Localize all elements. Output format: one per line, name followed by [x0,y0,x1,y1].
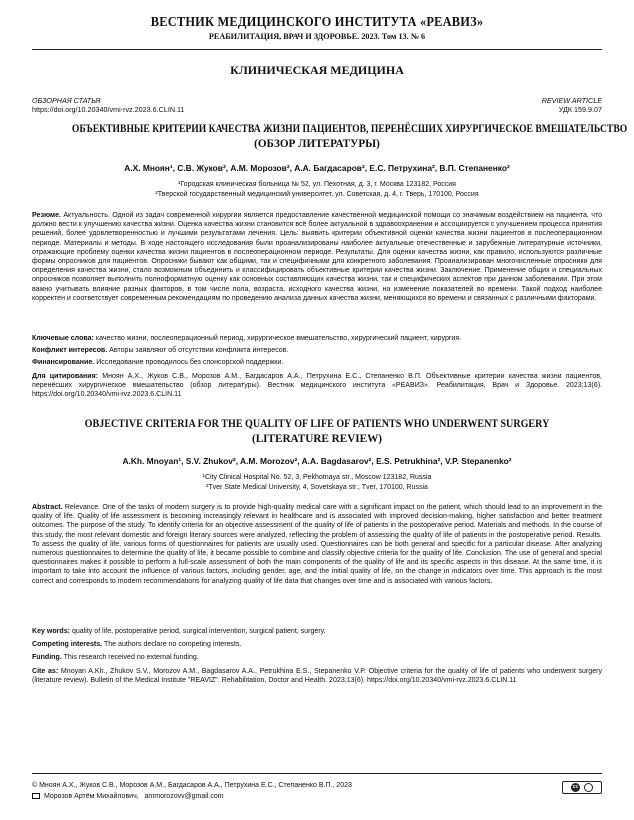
cite-text-en: Mnoyan A.Kh., Zhukov S.V., Morozov A.M., Bagdasarov A.A., Petrukhina E.S., Stepanenko V.P. Objective criteria for the quality of life of patients who underwent surgery (literature review). Bulletin of the Medical Institute "REAVIZ". Rehabilitation, Doctor and Health. 2023;13(6). https://doi.org/10.20340/vmi-rvz.2023.6.CLIN.11 [32,668,602,685]
conflict-text-en: The authors declare no competing interests. [103,641,242,648]
keywords-label-en: Key words: [32,628,70,635]
conflict-label-ru: Конфликт интересов. [32,347,108,354]
cite-label-ru: Для цитирования: [32,373,99,380]
affiliation-1-ru: ¹Городская клиническая больница № 52, ул. Пехотная, д. 3, г. Москва 123182, Россия [178,181,456,188]
title-en-line2: (LITERATURE REVIEW) [251,433,383,445]
keywords-text-ru: качество жизни, послеоперационный период, хирургическое вмешательство, хирургический пациент, хирургия. [95,335,462,342]
funding-en [32,653,602,662]
abstract-ru [32,211,602,303]
article-meta-left [32,96,184,114]
article-type-en: REVIEW ARTICLE [541,96,602,105]
section-title: КЛИНИЧЕСКАЯ МЕДИЦИНА [230,63,404,77]
journal-title: ВЕСТНИК МЕДИЦИНСКОГО ИНСТИТУТА «РЕАВИЗ» [150,14,484,29]
funding-ru [32,358,602,367]
copyright: © Мноян А.Х., Жуков С.В., Морозов А.М., Багдасаров А.А., Петрухина Е.С., Степаненко В.П., 2023 [32,782,352,789]
article-title-ru [32,122,628,152]
article-title-en [32,417,602,447]
by-icon [584,783,593,792]
citation-ru [32,372,602,400]
contact-line [32,792,224,802]
contact-email[interactable]: ammorozovv@gmail.com [144,793,224,800]
article-type-ru: ОБЗОРНАЯ СТАТЬЯ [32,96,101,105]
affiliation-1-en: ¹City Clinical Hospital No. 52, 3, Pekhotnaya str., Moscow 123182, Russia [202,474,432,481]
abstract-en [32,503,602,586]
funding-label-ru: Финансирование. [32,359,95,366]
cc-license-badge[interactable] [562,781,602,794]
keywords-en [32,627,602,636]
funding-label-en: Funding. [32,654,62,661]
keywords-label-ru: Ключевые слова: [32,335,94,342]
title-ru-line1: ОБЪЕКТИВНЫЕ КРИТЕРИИ КАЧЕСТВА ЖИЗНИ ПАЦИЕНТОВ, ПЕРЕНЁСШИХ ХИРУРГИЧЕСКОЕ ВМЕШАТЕЛЬСТВО [71,123,628,135]
keywords-text-en: quality of life, postoperative period, surgical intervention, surgical patient, surgery. [71,628,326,635]
affiliation-2-ru: ²Тверской государственный медицинский университет, ул. Советская, д. 4, г. Тверь, 170100, Россия [155,190,479,198]
affiliations-en [32,473,602,492]
keywords-ru [32,334,602,343]
conflict-en [32,640,602,649]
doi-link[interactable]: https://doi.org/10.20340/vmi-rvz.2023.6.CLIN.11 [32,105,185,114]
title-ru-line2: (ОБЗОР ЛИТЕРАТУРЫ) [254,138,380,150]
conflict-text-ru: Авторы заявляют об отсутствии конфликта интересов. [109,347,289,354]
udk-code: УДК 159.9.07 [558,105,602,114]
affiliations-ru [32,180,602,199]
title-en-line1: OBJECTIVE CRITERIA FOR THE QUALITY OF LIFE OF PATIENTS WHO UNDERWENT SURGERY [84,418,550,430]
cc-icon: cc [572,784,579,790]
authors-en: A.Kh. Mnoyan¹, S.V. Zhukov², A.M. Morozov², A.A. Bagdasarov², E.S. Petrukhina², V.P. Stepanenko² [122,456,512,466]
funding-text-en: This research received no external funding. [63,654,199,661]
envelope-icon [32,793,40,799]
authors-ru: А.Х. Мноян¹, С.В. Жуков², А.М. Морозов², А.А. Багдасаров², Е.С. Петрухина², В.П. Степаненко² [124,163,510,173]
abstract-label-ru: Резюме. [32,212,61,219]
funding-text-ru: Исследование проводилось без спонсорской поддержки. [96,359,284,366]
abstract-label-en: Abstract. [32,504,63,511]
abstract-text-ru: Актуальность. Одной из задач современной хирургии является предоставление качественной медицинской помощи со значимым воздействием на пациента, что должно вести к улучшению качества жизни. Оценка качества жизни становится всё более актуальной в здравоохранении и ассоциируется с улучшением процесса принятия решений, более удовлетворенностью и лучшими результатами лечения. Цель: выявить критерии объективной оценки качества жизни пациентов в послеоперационном периоде. Материалы и методы. В ходе настоящего исследования были проанализированы наиболее актуальные отечественные и зарубежные литературные источники, отражающие проблему оценки качества жизни пациентов в послеоперационном периоде. Результаты. Для оценки качества жизни, как правило, используются различные формы опросников для пациентов. Опросники бывают как общими, так и специфичными для конкретного заболевания. Проанализирован многочисленные опросники для определения качества жизни, стало возможным объединить и классифицировать объективные критерии качества жизни. Заключение. Применение общих и специальных опросников позволяет выполнить полноформатную оценку как основных составляющих качества жизни, так и специфических аспектов при данном заболевании. При этом важно учитывать влияние разных факторов, в том числе пола, возраста, исходного качества жизни, на изменение показателей во времени. Такой подход наиболее корректен и соответствует современным рекомендациям по проведению анализа данных качества жизни, меняющихся во времени и связанных с различными факторами. [32,212,602,302]
article-meta-right [542,96,602,114]
affiliation-2-en: ²Tver State Medical University, 4, Sovetskaya str., Tver, 170100, Russia [206,483,428,491]
citation-en [32,667,602,685]
footer-divider [32,773,602,774]
header-divider [32,49,602,50]
conflict-ru [32,346,602,355]
contact-name: Морозов Артём Михайлович, [43,793,139,800]
abstract-text-en: Relevance. One of the tasks of modern surgery is to provide high-quality medical care with a significant impact on the patient, which should lead to an improvement in the quality of life. Quality of life assessment is becoming increasingly relevant in healthcare and is associated with improved decision-making, higher satisfaction and better treatment outcomes. The purpose of the study. To identify criteria for an objective assessment of the quality of life of patients in the postoperative period. Materials and methods. In the course of this study, the most relevant domestic and foreign literary sources were analyzed, reflecting the problem of assessing the quality of life of patients in the postoperative period. Results. To assess the quality of life, various forms of questionnaires for patients are usually used. Questionnaires can be both general and specific for a particular disease. After analyzing numerous questionnaires to determine the quality of life, it became possible to combine and classify objective criteria for the quality of life. Conclusion. The use of general and special questionnaires makes it possible to perform a full-scale assessment of both the main components of the quality of life and its specific aspects in this disease. At the same time, it is important to take into account the influence of various factors, including gender, age, and the initial quality of life, on the change in indicators over time. This approach is the most correct and corresponds to modern recommendations for analyzing quality of life data that changes over time and is associated with various factors. [32,504,603,585]
cite-label-en: Cite as: [32,668,59,675]
conflict-label-en: Competing interests. [32,641,103,648]
cite-text-ru: Мноян А.Х., Жуков С.В., Морозов А.М., Багдасаров А.А., Петрухина Е.С., Степаненко В.П. Объективные критерии качества жизни пациентов, перенёсших хирургическое вмешательство (обзор литературы). Вестник медицинского института «РЕАВИЗ». Реабилитация, Врач и Здоровье. 2023;13(6). https://doi.org/10.20340/vmi-rvz.2023.6.CLIN.11 [32,373,602,399]
journal-subtitle: РЕАБИЛИТАЦИЯ, ВРАЧ И ЗДОРОВЬЕ. 2023. Том 13. № 6 [208,32,426,41]
